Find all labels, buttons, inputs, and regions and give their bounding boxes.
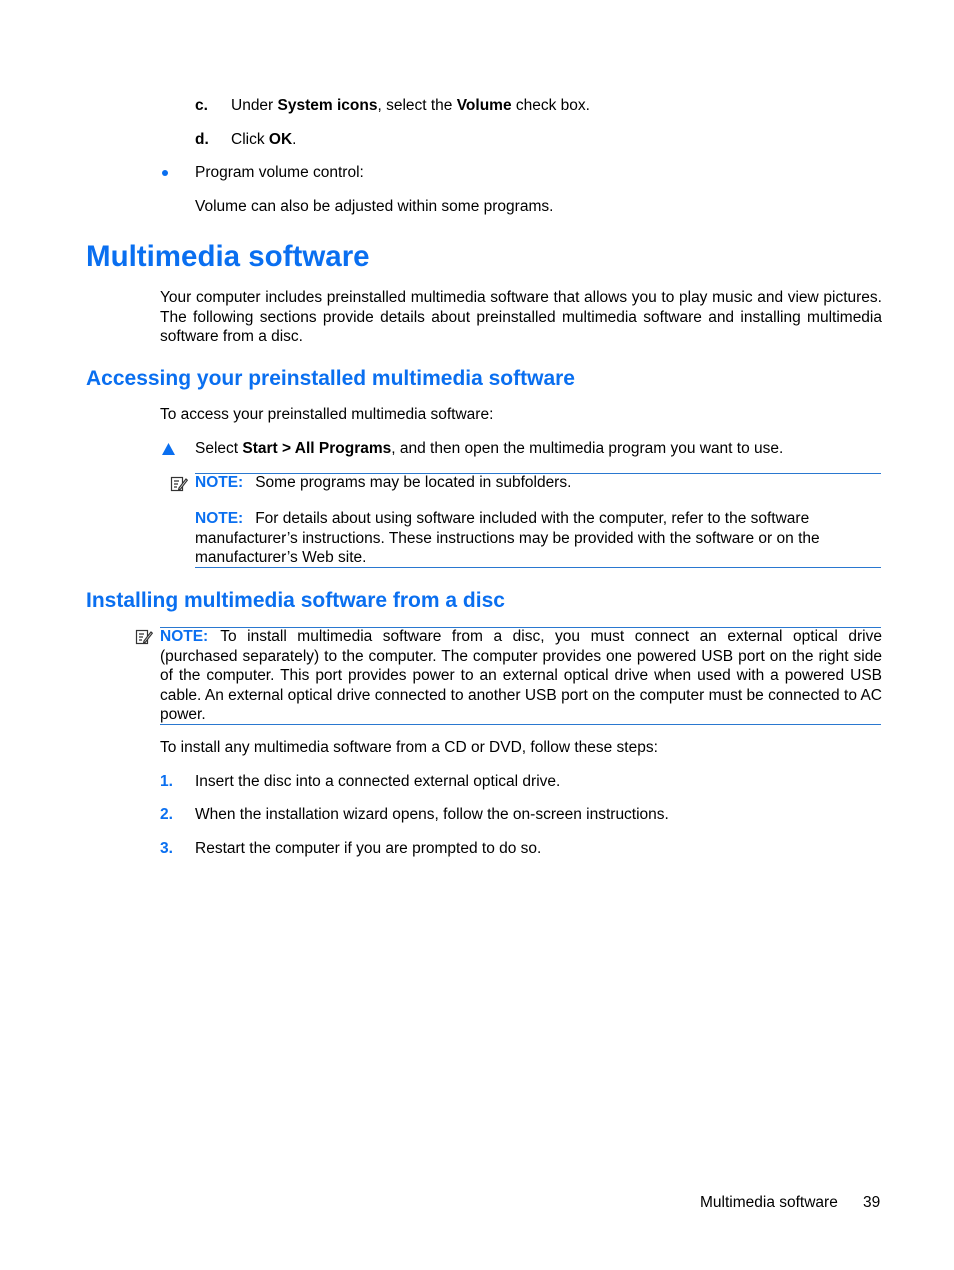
substep-c-system-icons: System icons xyxy=(277,97,378,114)
substep-c-text-before: Under xyxy=(231,97,278,114)
substep-letter-c: c. xyxy=(195,97,208,114)
note-1 xyxy=(195,473,571,493)
install-note xyxy=(160,627,882,725)
substep-letter-d: d. xyxy=(195,131,209,148)
page-title: Multimedia software xyxy=(86,240,370,273)
heading-installing: Installing multimedia software from a disc xyxy=(86,589,505,612)
note-2-label: NOTE: xyxy=(195,510,244,527)
accessing-lead: To access your preinstalled multimedia software: xyxy=(160,406,494,423)
step-text-2: When the installation wizard opens, follow the on-screen instructions. xyxy=(195,806,669,823)
accessing-step-after: , and then open the multimedia program you want to use. xyxy=(391,440,784,457)
substep-c-text xyxy=(231,96,590,116)
install-note-rule-bottom xyxy=(160,724,881,725)
substep-d-text-before: Click xyxy=(231,131,269,148)
step-number-2: 2. xyxy=(160,806,173,823)
substep-d-text xyxy=(231,130,296,150)
note-rule-bottom xyxy=(195,567,881,568)
step-number-1: 1. xyxy=(160,773,173,790)
accessing-step-menu-path: Start > All Programs xyxy=(242,440,392,457)
note-2-text: For details about using software included with the computer, refer to the software manufacturer’s instructions. These instructions may be provided with the software or on the manufacturer’s Web site. xyxy=(195,510,820,566)
installing-lead: To install any multimedia software from a CD or DVD, follow these steps: xyxy=(160,739,658,756)
bullet-label: Program volume control: xyxy=(195,164,364,181)
bullet-detail: Volume can also be adjusted within some programs. xyxy=(195,198,554,215)
note-1-text: Some programs may be located in subfolders. xyxy=(255,474,572,491)
step-text-1: Insert the disc into a connected external optical drive. xyxy=(195,773,561,790)
bullet-dot-icon xyxy=(162,170,168,176)
accessing-step-before: Select xyxy=(195,440,243,457)
substep-d-ok: OK xyxy=(268,131,293,148)
note-pencil-icon xyxy=(170,475,188,493)
substep-c-text-after: check box. xyxy=(511,97,590,114)
step-text-3: Restart the computer if you are prompted to do so. xyxy=(195,840,542,857)
install-note-text: To install multimedia software from a disc, you must connect an external optical drive (purchased separately) to the computer. The computer provides one powered USB port on the right side of the computer. This port provides power to an external optical drive when used with a powered USB cable. An external optical drive connected to another USB port on the computer must be connected to AC power. xyxy=(160,628,882,723)
substep-c-volume: Volume xyxy=(456,97,512,114)
substep-d-text-after: . xyxy=(292,131,297,148)
footer-section: Multimedia software xyxy=(700,1194,838,1211)
install-note-label: NOTE: xyxy=(160,628,209,645)
substep-c-text-middle: , select the xyxy=(377,97,457,114)
heading-accessing: Accessing your preinstalled multimedia software xyxy=(86,367,575,390)
note-2 xyxy=(195,509,881,568)
triangle-step-icon xyxy=(161,442,176,456)
footer-page-number: 39 xyxy=(863,1194,881,1211)
accessing-step xyxy=(195,439,783,459)
note-pencil-icon xyxy=(135,628,153,646)
section-intro: Your computer includes preinstalled multimedia software that allows you to play music and view pictures. The following sections provide details about preinstalled multimedia software and installing multimedia software from a disc. xyxy=(160,289,882,345)
step-number-3: 3. xyxy=(160,840,173,857)
note-1-label: NOTE: xyxy=(195,474,244,491)
